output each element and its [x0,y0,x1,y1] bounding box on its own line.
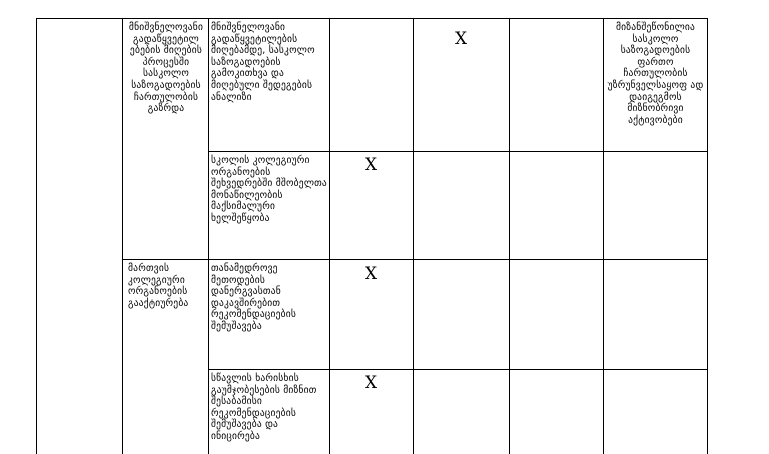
note-cell: მიზანშეწონილია სასკოლო საზოგადოების ფართო ჩართულობის უზრუნველსაყოფ ად დაიგეგმოს მიზნობრივი აქტივობები [607,22,704,126]
column-border [36,18,37,454]
column-border [603,18,604,454]
task-cell: თანამედროვე მეთოდების დანერგვასთან დაკავშირებით რეკომენდაციების შემუშავება [211,263,297,332]
column-border [208,18,209,454]
column-border [329,18,330,454]
task-cell: სკოლის კოლეგიური ორგანოების შეხვედრებში მშობელთა მონაწილეობის მაქსიმალური ხელშეწყობა [211,155,327,224]
column-border [707,18,708,454]
row-border [122,259,708,260]
x-mark: X [365,373,378,393]
column-border [122,18,123,454]
column-border [509,18,510,454]
task-cell: მნიშვნელოვანი გადაწყვეტილების მიღებამდე, სასკოლო საზოგადოების გამოკითხვა და მიღებული შედეგების ანალიზი [211,22,315,103]
row-border [208,369,708,370]
x-mark: X [365,155,378,175]
objective-cell: მართვის კოლეგიური ორგანოების გააქტიურება [128,263,189,309]
x-mark: X [365,264,378,284]
row-border [36,18,708,19]
row-border [208,151,708,152]
objective-cell: მნიშვნელოვანი გადაწყვეტილ ებების მიღების პროცესში სასკოლო საზოგადოების ჩართულობის გაზრდა [128,22,204,115]
task-cell: სწავლის ხარისხის გაუმჯობესების მიზნით შესაბამისი რეკომენდაციების შემუშავება და ინიცირება [211,373,317,442]
column-border [413,18,414,454]
x-mark: X [455,29,468,49]
